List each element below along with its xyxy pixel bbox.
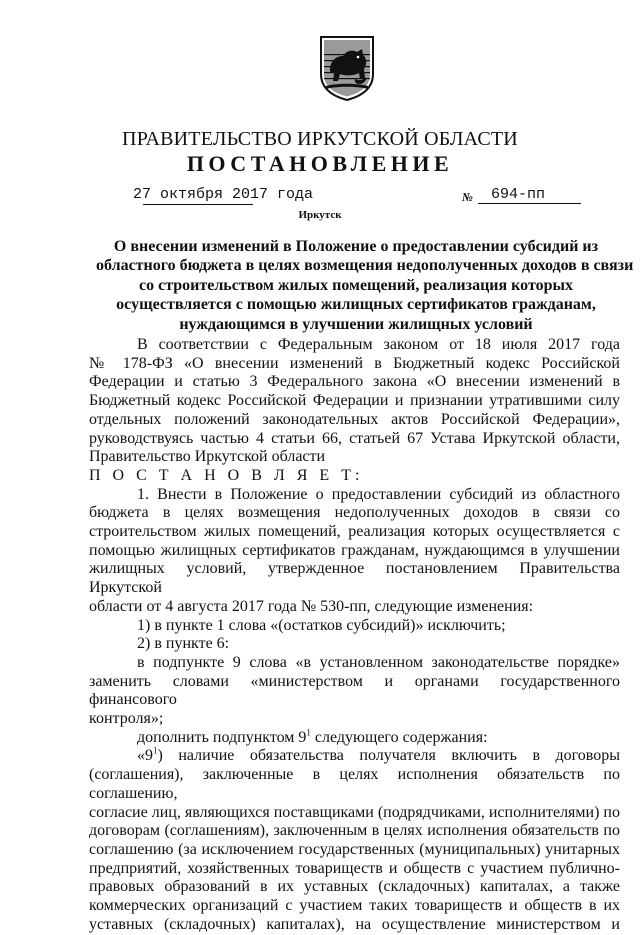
- preamble-line: Федерации и статью 3 Федерального закона «О внесении изменений в: [89, 373, 620, 391]
- document-heading: [96, 237, 634, 334]
- quote-line: правовых образований в их уставных (складочных) капиталах, а также: [89, 878, 620, 896]
- document-body: [89, 336, 620, 935]
- document-number: 694-пп: [491, 186, 546, 203]
- item1-line: помощью жилищных сертификатов гражданам, нуждающимся в улучшении: [89, 541, 620, 559]
- item1-line: жилищных условий, утвержденное постановлением Правительства Иркутской: [89, 560, 620, 597]
- document-type-title: ПОСТАНОВЛЕНИЕ: [186, 151, 454, 176]
- quote-line: предприятий, хозяйственных товариществ и обществ с участием публично-: [89, 859, 620, 877]
- preamble-line: руководствуясь частью 4 статьи 66, статьей 67 Устава Иркутской области,: [89, 429, 620, 447]
- subitem-2a-line: заменить словами «министерством и органами государственного финансового: [89, 672, 620, 709]
- item1-line: бюджета в целях возмещения недополученных доходов в связи со: [89, 504, 620, 522]
- preamble-line: Бюджетный кодекс Российской Федерации и признании утратившими силу: [89, 392, 620, 410]
- heading-line: нуждающимся в улучшении жилищных условий: [179, 315, 533, 333]
- document-date-text: 27 октября 2017 года: [133, 186, 314, 203]
- quote-line: уставных (складочных) капиталах), на осуществление министерством и: [89, 915, 620, 933]
- subitem-1: 1) в пункте 1 слова «(остатков субсидий)» исключить;: [137, 616, 506, 634]
- number-underline: [478, 203, 581, 204]
- item1-line: строительством жилых помещений, реализация которых осуществляется с: [89, 523, 620, 541]
- heading-line: областного бюджета в целях возмещения недополученных доходов в связи: [96, 257, 634, 275]
- quote-line: (соглашения), заключенные в целях исполнения обязательств по соглашению,: [89, 766, 620, 802]
- preamble-line: отдельных положений законодательных актов Российской Федерации»,: [89, 410, 620, 428]
- subitem-2a-line: в подпункте 9 слова «в установленном законодательстве порядке»: [137, 653, 620, 671]
- preamble-line: Правительство Иркутской области: [89, 448, 326, 466]
- heading-line: осуществляется с помощью жилищных сертификатов гражданам,: [116, 296, 596, 314]
- irkutsk-coat-of-arms-icon: [318, 34, 376, 102]
- heading-line: со строительством жилых помещений, реализация которых: [138, 276, 574, 294]
- document-date: [133, 186, 313, 203]
- quote-line: соглашению (за исключением государственных (муниципальных) унитарных: [89, 840, 620, 858]
- item1-line: 1. Внести в Положение о предоставлении субсидий из областного: [137, 485, 620, 503]
- quote-open: «9: [137, 747, 153, 765]
- date-underline: [143, 204, 253, 205]
- quote-first-line: [89, 747, 620, 766]
- superscript: 1: [306, 727, 311, 738]
- number-label: №: [462, 190, 473, 204]
- preamble-line: В соответствии с Федеральным законом от 18 июля 2017 года: [137, 336, 620, 353]
- subitem-2b-line: [89, 729, 620, 748]
- superscript: 1: [153, 746, 158, 757]
- preamble-line: № 178-ФЗ «О внесении изменений в Бюджетный кодекс Российской: [89, 354, 620, 372]
- subitem-2b-before: дополнить подпунктом 9: [137, 728, 307, 746]
- quote-line: коммерческих организаций с участием таких товариществ и обществ в их: [89, 897, 620, 915]
- quote-close: ): [157, 747, 163, 765]
- quote-line: согласие лиц, являющихся поставщиками (подрядчиками, исполнителями) по: [89, 803, 620, 821]
- item1-line: области от 4 августа 2017 года № 530-пп, следующие изменения:: [89, 597, 534, 615]
- decree-word: П О С Т А Н О В Л Я Е Т:: [89, 466, 364, 484]
- subitem-2: 2) в пункте 6:: [137, 635, 230, 653]
- quote-first-rest: наличие обязательства получателя включить в договоры: [162, 747, 620, 765]
- government-name: ПРАВИТЕЛЬСТВО ИРКУТСКОЙ ОБЛАСТИ: [122, 128, 518, 150]
- heading-line: О внесении изменений в Положение о предоставлении субсидий из: [113, 238, 599, 255]
- quote-line: договорам (соглашениям), заключенным в целях исполнения обязательств по: [89, 822, 620, 840]
- subitem-2a-line: контроля»;: [89, 710, 164, 728]
- subitem-2b-after: следующего содержания:: [310, 728, 488, 746]
- city-name: Иркутск: [298, 209, 342, 221]
